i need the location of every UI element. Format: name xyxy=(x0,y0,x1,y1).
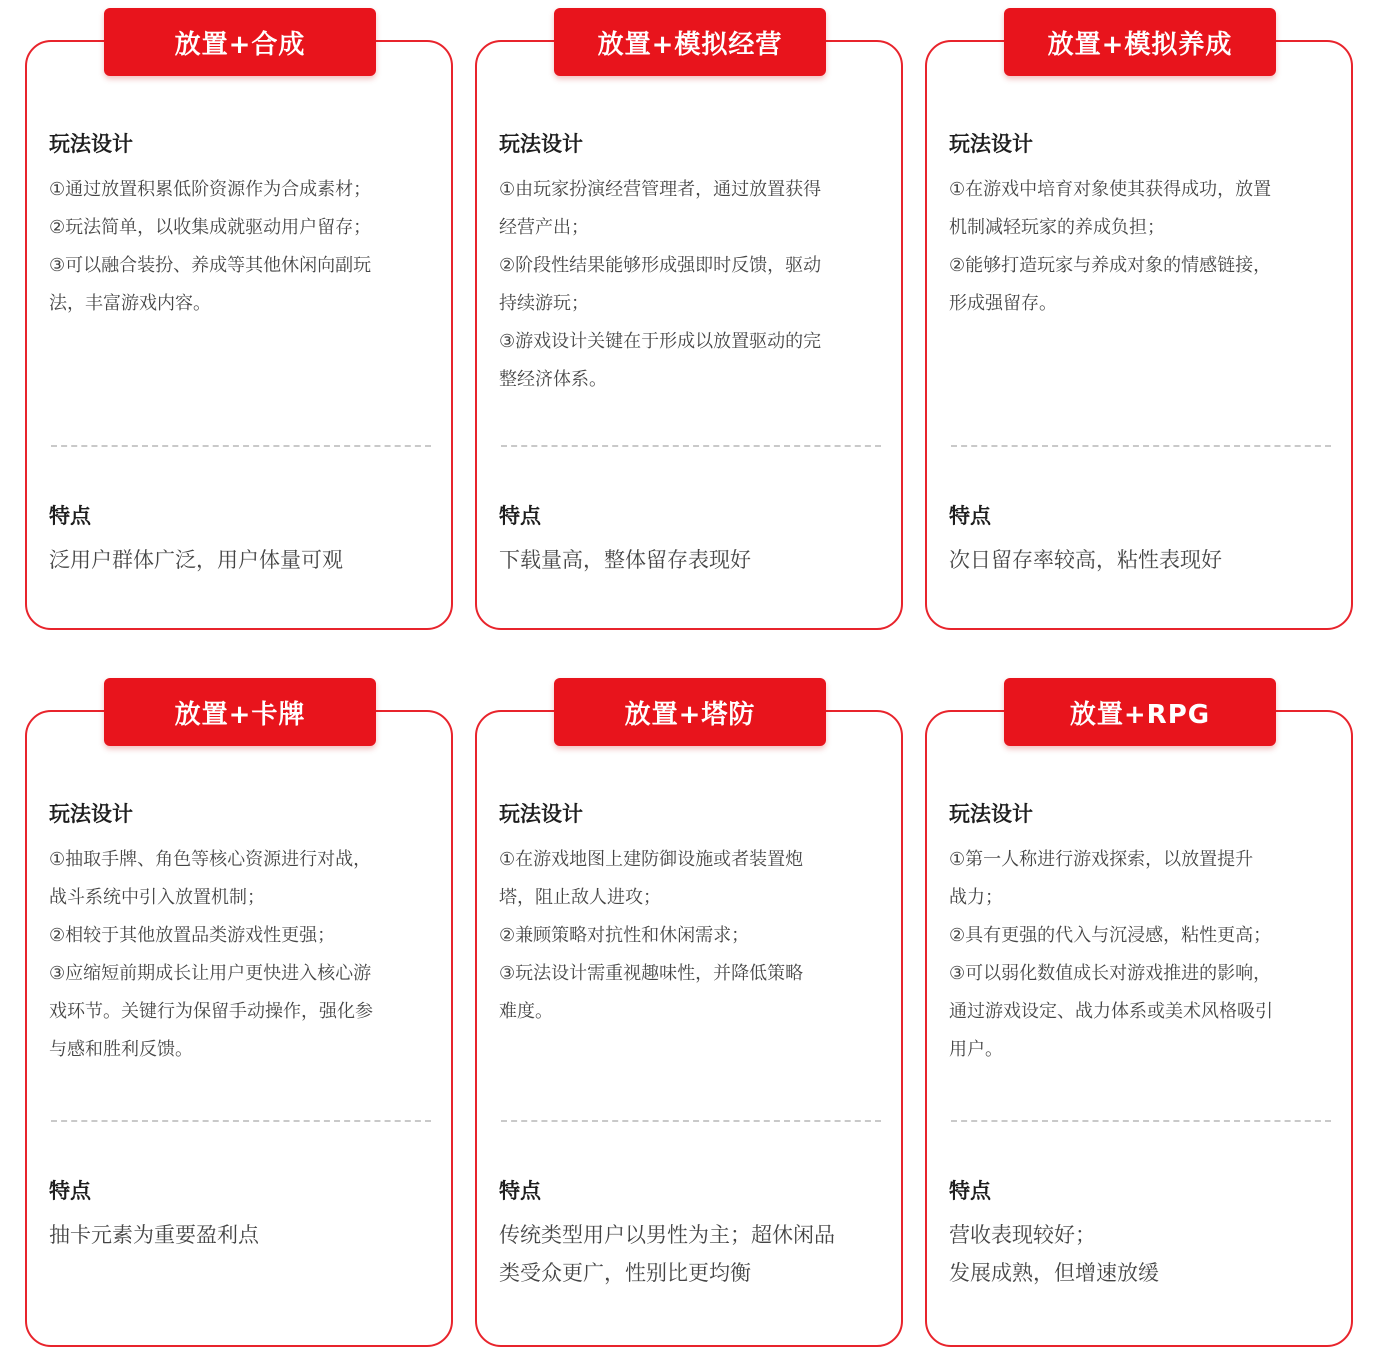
design-list xyxy=(49,841,441,1069)
design-line: 形成强留存。 xyxy=(949,293,1057,314)
feature-text xyxy=(49,541,441,579)
design-line: 战力； xyxy=(949,887,1003,908)
design-heading: 玩法设计 xyxy=(499,132,583,156)
design-line: ③可以弱化数值成长对游戏推进的影响， xyxy=(949,963,1272,984)
design-line: ①在游戏地图上建防御设施或者装置炮 xyxy=(499,849,804,870)
design-line: ③玩法设计需重视趣味性，并降低策略 xyxy=(499,963,804,984)
design-heading: 玩法设计 xyxy=(49,132,133,156)
card-title-tab xyxy=(104,678,376,746)
design-line: ②阶段性结果能够形成强即时反馈，驱动 xyxy=(499,255,822,276)
feature-heading: 特点 xyxy=(499,504,541,528)
card-title: 放置+合成 xyxy=(174,29,306,60)
design-line: 塔，阻止敌人进攻； xyxy=(499,887,661,908)
design-line: ①抽取手牌、角色等核心资源进行对战， xyxy=(49,849,372,870)
category-card xyxy=(475,710,903,1347)
card-title: 放置+塔防 xyxy=(624,699,756,730)
design-list xyxy=(49,171,441,323)
design-line: ③应缩短前期成长让用户更快进入核心游 xyxy=(49,963,372,984)
design-line: ②具有更强的代入与沉浸感，粘性更高； xyxy=(949,925,1272,946)
feature-line: 下载量高，整体留存表现好 xyxy=(499,548,751,572)
feature-line: 抽卡元素为重要盈利点 xyxy=(49,1223,259,1247)
design-line: 战斗系统中引入放置机制； xyxy=(49,887,265,908)
design-line: ②相较于其他放置品类游戏性更强； xyxy=(49,925,336,946)
feature-text xyxy=(499,1216,891,1292)
card-title-tab xyxy=(104,8,376,76)
feature-line: 传统类型用户以男性为主；超休闲品 xyxy=(499,1223,835,1247)
feature-text xyxy=(949,1216,1341,1292)
design-list xyxy=(499,171,891,399)
feature-line: 次日留存率较高，粘性表现好 xyxy=(949,548,1222,572)
design-line: 经营产出； xyxy=(499,217,589,238)
design-line: 整经济体系。 xyxy=(499,369,607,390)
design-line: ①第一人称进行游戏探索，以放置提升 xyxy=(949,849,1254,870)
feature-heading: 特点 xyxy=(949,504,991,528)
category-card xyxy=(25,40,453,630)
design-heading: 玩法设计 xyxy=(949,132,1033,156)
design-heading: 玩法设计 xyxy=(49,802,133,826)
dashed-divider xyxy=(51,1120,431,1122)
feature-line: 泛用户群体广泛，用户体量可观 xyxy=(49,548,343,572)
design-line: ②玩法简单，以收集成就驱动用户留存； xyxy=(49,217,372,238)
design-line: 戏环节。关键行为保留手动操作，强化参 xyxy=(49,1001,373,1022)
design-line: ②兼顾策略对抗性和休闲需求； xyxy=(499,925,750,946)
category-card xyxy=(475,40,903,630)
card-title-tab xyxy=(554,678,826,746)
design-line: ③可以融合装扮、养成等其他休闲向副玩 xyxy=(49,255,372,276)
card-title-tab xyxy=(1004,8,1276,76)
feature-heading: 特点 xyxy=(49,504,91,528)
design-line: ②能够打造玩家与养成对象的情感链接， xyxy=(949,255,1272,276)
card-title-tab xyxy=(1004,678,1276,746)
card-title: 放置+模拟经营 xyxy=(597,29,783,60)
feature-heading: 特点 xyxy=(499,1179,541,1203)
dashed-divider xyxy=(951,445,1331,447)
feature-line: 类受众更广，性别比更均衡 xyxy=(499,1261,751,1285)
category-card xyxy=(925,710,1353,1347)
feature-heading: 特点 xyxy=(949,1179,991,1203)
card-title: 放置+卡牌 xyxy=(174,699,306,730)
dashed-divider xyxy=(51,445,431,447)
category-card xyxy=(25,710,453,1347)
design-heading: 玩法设计 xyxy=(949,802,1033,826)
design-line: 与感和胜利反馈。 xyxy=(49,1039,193,1060)
design-list xyxy=(949,841,1341,1069)
design-line: 用户。 xyxy=(949,1039,1003,1060)
dashed-divider xyxy=(951,1120,1331,1122)
dashed-divider xyxy=(501,1120,881,1122)
design-line: 通过游戏设定、战力体系或美术风格吸引 xyxy=(949,1001,1273,1022)
feature-text xyxy=(49,1216,441,1254)
card-title-tab xyxy=(554,8,826,76)
design-line: 持续游玩； xyxy=(499,293,589,314)
feature-text xyxy=(499,541,891,579)
feature-line: 营收表现较好； xyxy=(949,1223,1096,1247)
design-list xyxy=(499,841,891,1031)
design-list xyxy=(949,171,1341,323)
design-line: ③游戏设计关键在于形成以放置驱动的完 xyxy=(499,331,822,352)
card-title: 放置+模拟养成 xyxy=(1047,29,1233,60)
feature-text xyxy=(949,541,1341,579)
design-line: ①在游戏中培育对象使其获得成功，放置 xyxy=(949,179,1272,200)
dashed-divider xyxy=(501,445,881,447)
feature-line: 发展成熟，但增速放缓 xyxy=(949,1261,1159,1285)
category-card xyxy=(925,40,1353,630)
card-title: 放置+RPG xyxy=(1069,699,1211,730)
design-line: 机制减轻玩家的养成负担； xyxy=(949,217,1165,238)
design-line: 难度。 xyxy=(499,1001,553,1022)
feature-heading: 特点 xyxy=(49,1179,91,1203)
design-line: ①由玩家扮演经营管理者，通过放置获得 xyxy=(499,179,822,200)
design-heading: 玩法设计 xyxy=(499,802,583,826)
design-line: 法，丰富游戏内容。 xyxy=(49,293,211,314)
design-line: ①通过放置积累低阶资源作为合成素材； xyxy=(49,179,372,200)
